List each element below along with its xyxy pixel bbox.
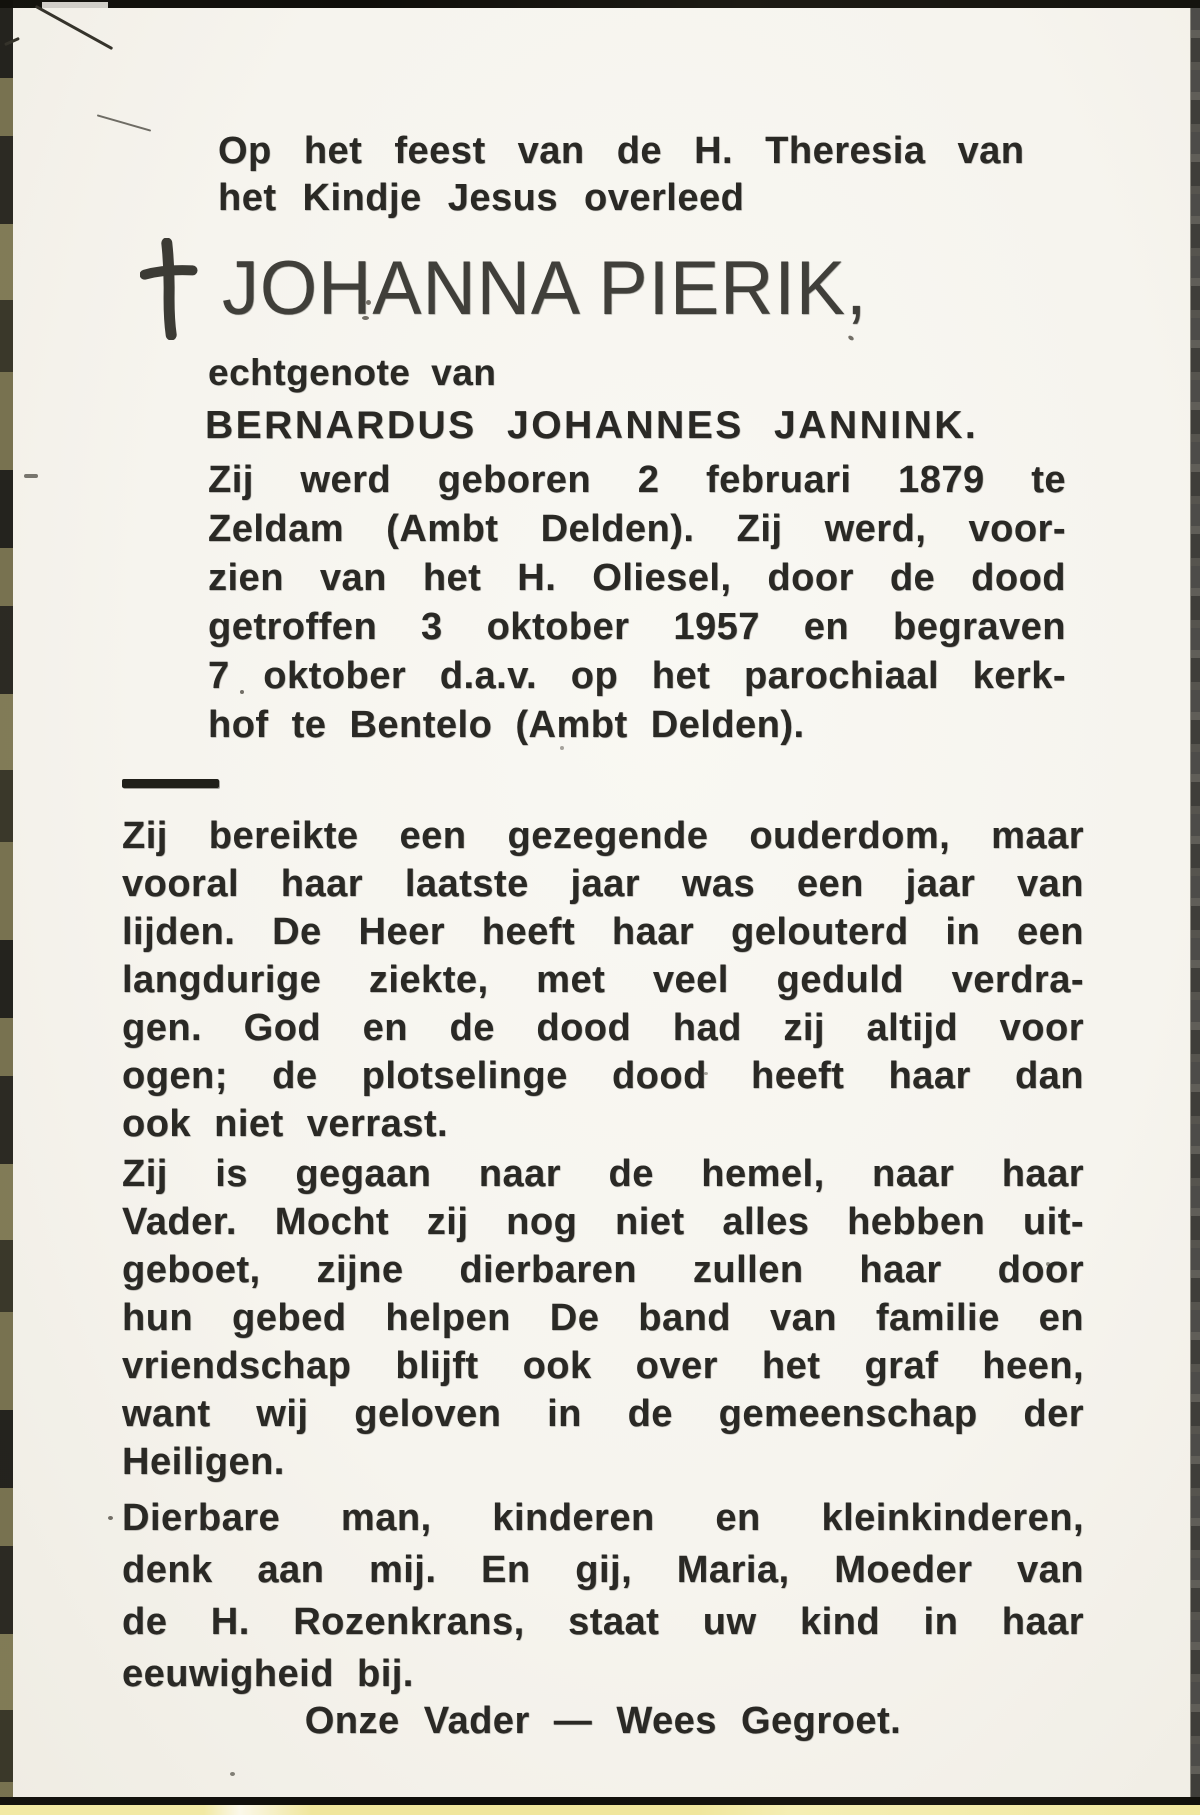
text-line: langdurige ziekte, met veel geduld verdra- (122, 959, 1084, 1001)
text-line: want wij geloven in de gemeenschap der (122, 1393, 1084, 1435)
text-line: Zij werd geboren 2 februari 1879 te (208, 459, 1066, 501)
scan-edge-notch (42, 2, 108, 8)
text-line: 7 oktober d.a.v. op het parochiaal kerk- (208, 655, 1066, 697)
text-line: ook niet verrast. (122, 1103, 449, 1145)
text-line: de H. Rozenkrans, staat uw kind in haar (122, 1601, 1084, 1643)
text-line: het Kindje Jesus overleed (218, 177, 745, 219)
section-divider (122, 779, 219, 788)
text-line: vriendschap blijft ook over het graf heen, (122, 1345, 1084, 1387)
scratch-mark (24, 474, 38, 478)
text-line: Dierbare man, kinderen en kleinkinderen, (122, 1497, 1084, 1539)
text-line: zien van het H. Oliesel, door de dood (208, 557, 1066, 599)
paragraph-birth-death (208, 456, 1066, 750)
text-line: eeuwigheid bij. (122, 1653, 414, 1695)
deceased-name: JOHANNA PIERIK, (222, 246, 868, 331)
paragraph-life (122, 812, 1084, 1148)
scan-edge-top (0, 0, 1200, 8)
intro-text (218, 128, 1036, 222)
text-line: gen. God en de dood had zij altijd voor (122, 1007, 1084, 1049)
relation-line: echtgenote van (208, 352, 497, 393)
spouse-name: BERNARDUS JOHANNES JANNINK. (205, 404, 979, 447)
scan-speck (230, 1772, 235, 1776)
text-line: Heiligen. (122, 1441, 285, 1483)
text-line: ogen; de plotselinge dood heeft haar dan (122, 1055, 1084, 1097)
text-line: Op het feest van de H. Theresia van (218, 130, 1025, 172)
text-line: hun gebed helpen De band van familie en (122, 1297, 1084, 1339)
title-row (140, 238, 887, 340)
paragraph-farewell (122, 1492, 1084, 1700)
bottom-yellow-strip (0, 1805, 1200, 1815)
text-line: Vader. Mocht zij nog niet alles hebben uit- (122, 1201, 1084, 1243)
text-line: lijden. De Heer heeft haar gelouterd in een (122, 911, 1084, 953)
paragraph-heaven (122, 1150, 1084, 1486)
text-line: hof te Bentelo (Ambt Delden). (208, 704, 805, 746)
scratch-mark (97, 114, 151, 131)
scan-edge-left (0, 0, 13, 1800)
cross-icon (140, 238, 198, 340)
text-line: geboet, zijne dierbaren zullen haar door (122, 1249, 1084, 1291)
text-line: Zij bereikte een gezegende ouderdom, maar (122, 815, 1084, 857)
scan-edge-right (1190, 8, 1200, 1800)
bottom-rule (0, 1797, 1200, 1805)
text-line: Zij is gegaan naar de hemel, naar haar (122, 1153, 1084, 1195)
text-line: denk aan mij. En gij, Maria, Moeder van (122, 1549, 1084, 1591)
closing-prayers: Onze Vader — Wees Gegroet. (304, 1700, 902, 1742)
text-line: Zeldam (Ambt Delden). Zij werd, voor- (208, 508, 1066, 550)
scan-speck (108, 1516, 113, 1520)
scratch-mark (35, 5, 113, 50)
text-line: vooral haar laatste jaar was een jaar van (122, 863, 1084, 905)
text-line: getroffen 3 oktober 1957 en begraven (208, 606, 1066, 648)
